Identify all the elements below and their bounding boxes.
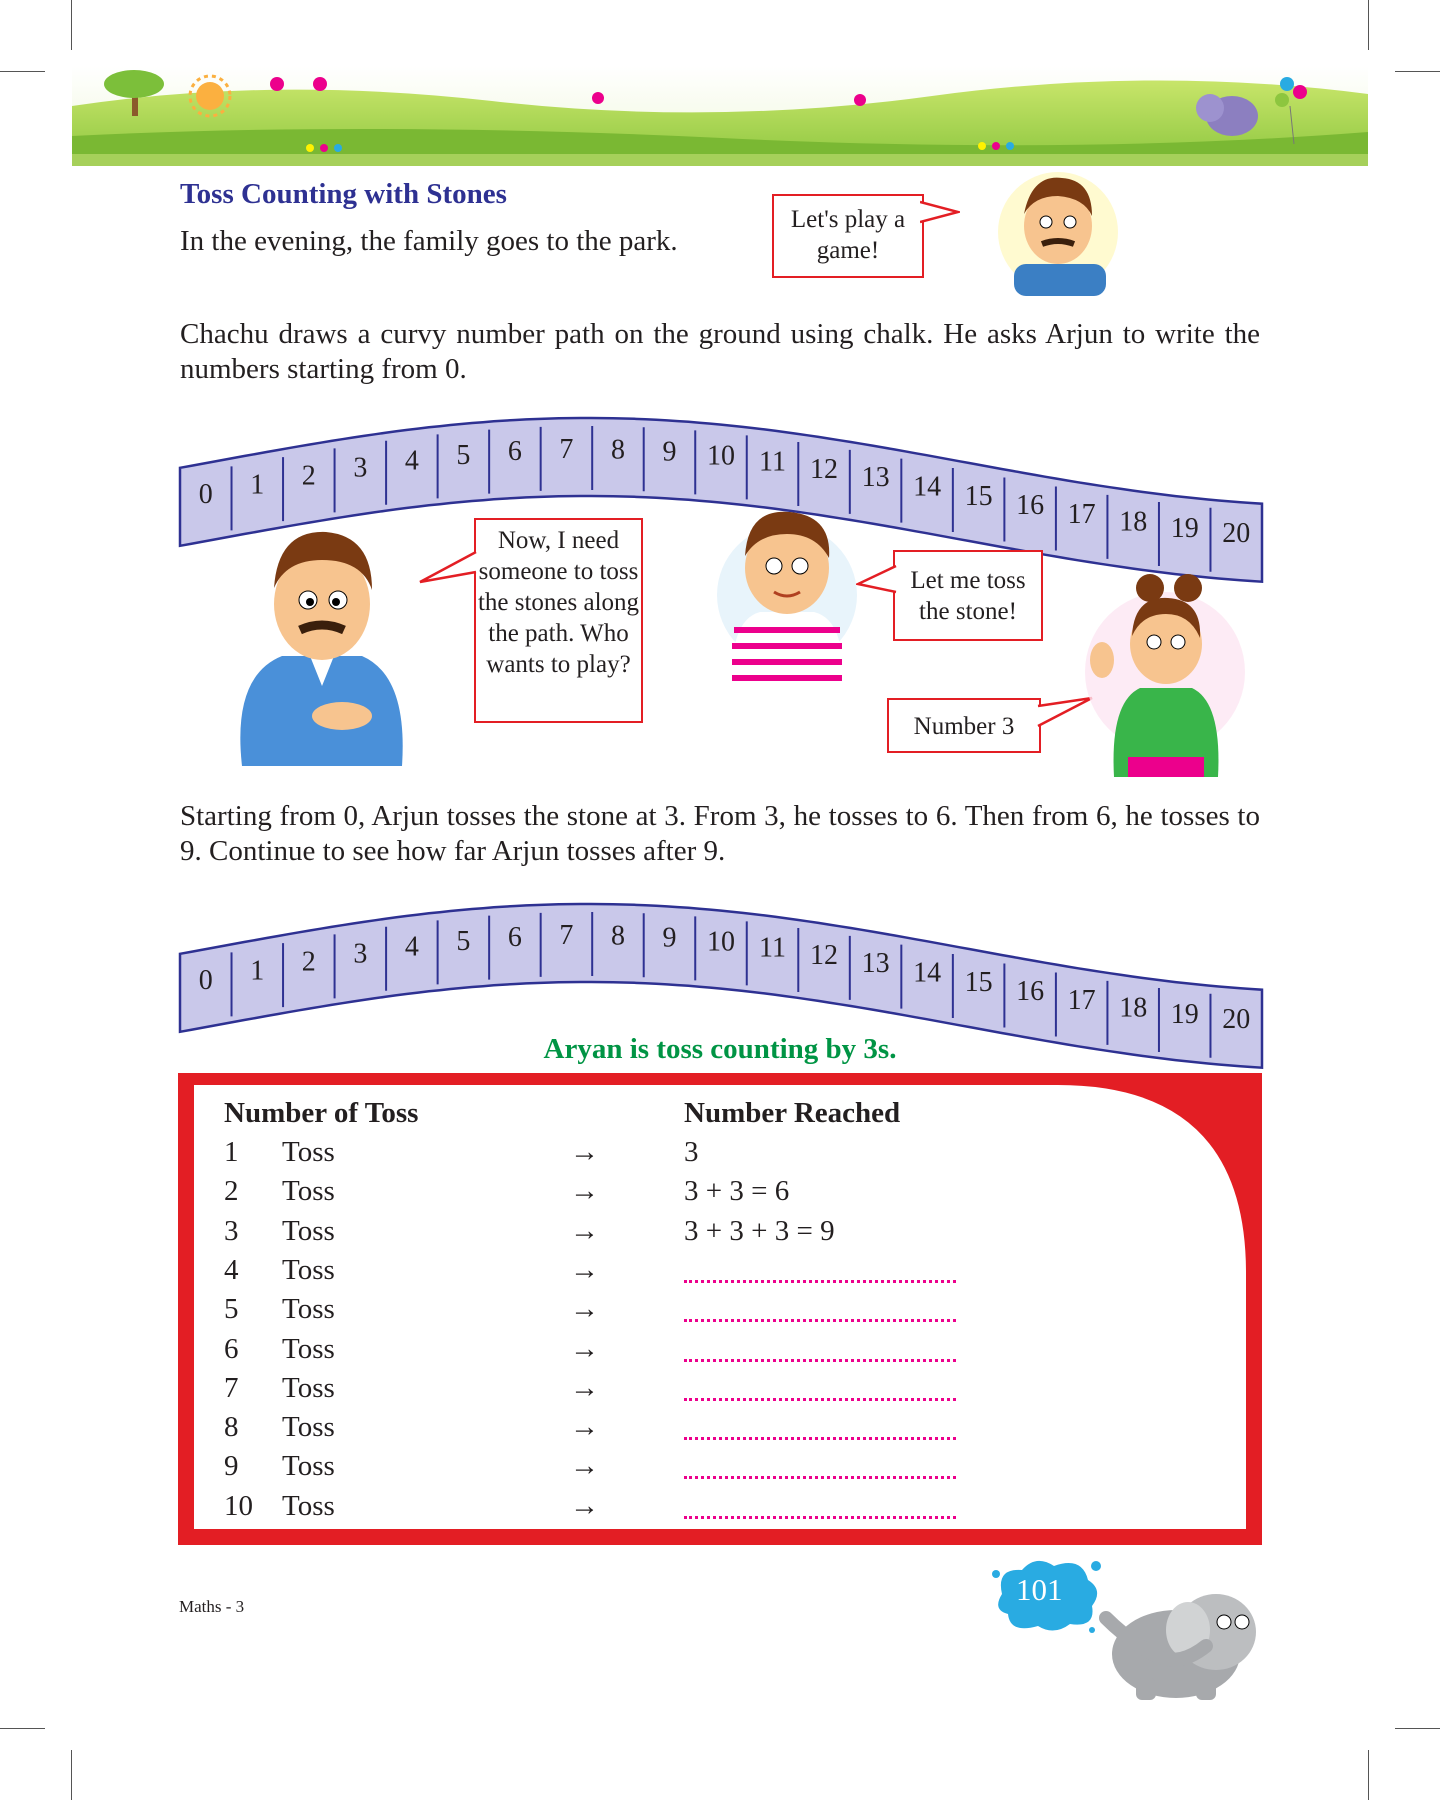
speech-bubble-let-me-toss [893,550,1043,641]
path-number: 20 [1222,517,1251,549]
answer-blank[interactable] [684,1516,956,1519]
arrow-icon: → [570,1175,599,1208]
crop-mark [0,1728,45,1729]
number-reached: 3 + 3 + 3 = 9 [684,1214,835,1247]
crop-mark [71,0,72,50]
intro-text: In the evening, the family goes to the park. [180,225,678,257]
path-number: 3 [353,452,368,484]
path-number: 11 [759,446,787,478]
path-number: 2 [301,946,316,978]
toss-number: 7 [224,1371,239,1404]
path-number: 9 [662,922,677,954]
path-number: 13 [861,948,890,980]
toss-label: Toss [282,1489,335,1522]
path-number: 20 [1222,1003,1251,1035]
arjun-illustration [712,500,862,690]
path-number: 16 [1016,490,1045,522]
toss-number: 2 [224,1175,239,1208]
arrow-icon: → [570,1136,599,1168]
path-number: 0 [198,965,213,997]
toss-number: 9 [224,1450,239,1483]
book-label: Maths - 3 [179,1597,245,1616]
path-number: 8 [610,434,625,466]
path-number: 8 [610,920,625,952]
toss-label: Toss [282,1253,335,1286]
path-number: 17 [1067,498,1096,530]
path-number: 7 [559,434,574,466]
number-path-2 [176,900,1266,1035]
arrow-icon: → [570,1411,599,1444]
path-number: 15 [964,966,993,998]
path-number: 14 [913,957,942,989]
path-number: 19 [1170,999,1199,1031]
path-number: 15 [964,480,993,512]
chachu-illustration [222,516,412,766]
toss-label: Toss [282,1136,335,1168]
toss-label: Toss [282,1214,335,1247]
toss-label: Toss [282,1411,335,1444]
path-number: 10 [707,926,735,958]
toss-label: Toss [282,1293,335,1326]
toss-number: 5 [224,1293,239,1326]
path-number: 16 [1016,976,1045,1008]
path-number: 5 [456,439,471,471]
path-number: 1 [250,955,265,987]
toss-label: Toss [282,1332,335,1365]
toss-number: 8 [224,1411,239,1444]
park-banner-illustration [72,66,1368,166]
toss-number: 1 [224,1136,239,1168]
arrow-icon: → [570,1332,599,1365]
speech-bubble-now-i-need [474,518,643,723]
path-number: 19 [1170,513,1199,545]
crop-mark [1395,1728,1440,1729]
path-number: 13 [861,462,890,494]
path-number: 18 [1119,506,1148,538]
path-number: 6 [507,436,522,468]
bubble-tail [920,198,960,228]
path-number: 4 [404,445,419,477]
answer-blank[interactable] [684,1359,956,1362]
path-number: 11 [759,932,787,964]
col-header-number-reached: Number Reached [684,1097,901,1129]
paragraph-2: Starting from 0, Arjun tosses the stone at 3. From 3, he tosses to 6. Then from 6, he tosses to 9. Continue to see how far Arjun tosses after 9. [180,800,1260,867]
path-number: 10 [707,440,735,472]
answer-blank[interactable] [684,1437,956,1440]
red-frame [178,1073,1262,1545]
bubble-tail [418,548,478,588]
col-header-number-of-toss: Number of Toss [224,1097,419,1129]
bubble-text: Let me toss the stone! [910,567,1026,625]
path-number: 9 [662,436,677,468]
toss-number: 3 [224,1214,239,1247]
bubble-text: Now, I need someone to toss the stones along the path. Who wants to play? [477,527,640,678]
path-number: 3 [353,938,368,970]
number-reached: 3 [684,1136,699,1168]
arrow-icon: → [570,1371,599,1404]
bubble-text: Number 3 [913,713,1015,740]
toss-number: 4 [224,1253,239,1286]
speech-bubble-number-3 [887,698,1041,753]
path-number: 0 [198,479,213,511]
answer-blank[interactable] [684,1398,956,1401]
path-number: 2 [301,460,316,492]
path-number: 1 [250,469,265,501]
paragraph-1: Chachu draws a curvy number path on the ground using chalk. He asks Arjun to write the numbers starting from 0. [180,318,1260,385]
path-number: 12 [810,939,839,971]
path-number: 12 [810,453,839,485]
path-number: 7 [559,920,574,952]
crop-mark [1395,71,1440,72]
path-number: 18 [1119,992,1148,1024]
bubble-text: Let's play a game! [790,206,906,264]
crop-mark [1368,0,1369,50]
arrow-icon: → [570,1253,599,1286]
number-reached: 3 + 3 = 6 [684,1175,790,1208]
answer-blank[interactable] [684,1319,956,1322]
toss-number: 10 [224,1489,253,1522]
toss-number: 6 [224,1332,239,1365]
path-number: 5 [456,925,471,957]
chachu-portrait-illustration [992,168,1124,296]
bubble-tail [856,562,898,596]
answer-blank[interactable] [684,1476,956,1479]
toss-table [178,1073,1262,1545]
arrow-icon: → [570,1214,599,1247]
section-title: Toss Counting with Stones [180,178,507,210]
crop-mark [1368,1750,1369,1800]
crop-mark [71,1750,72,1800]
crop-mark [0,71,45,72]
girl-illustration [1080,552,1250,777]
toss-label: Toss [282,1175,335,1208]
speech-bubble-lets-play [772,194,924,278]
toss-counting-caption: Aryan is toss counting by 3s. [543,1033,897,1065]
arrow-icon: → [570,1450,599,1483]
path-number: 17 [1067,984,1096,1016]
answer-blank[interactable] [684,1280,956,1283]
path-number: 4 [404,931,419,963]
toss-label: Toss [282,1371,335,1404]
elephant-mascot-illustration [1066,1574,1266,1704]
path-number: 14 [913,471,942,503]
arrow-icon: → [570,1489,599,1522]
toss-label: Toss [282,1450,335,1483]
arrow-icon: → [570,1293,599,1326]
page-number: 101 [1016,1572,1063,1607]
path-number: 6 [507,922,522,954]
